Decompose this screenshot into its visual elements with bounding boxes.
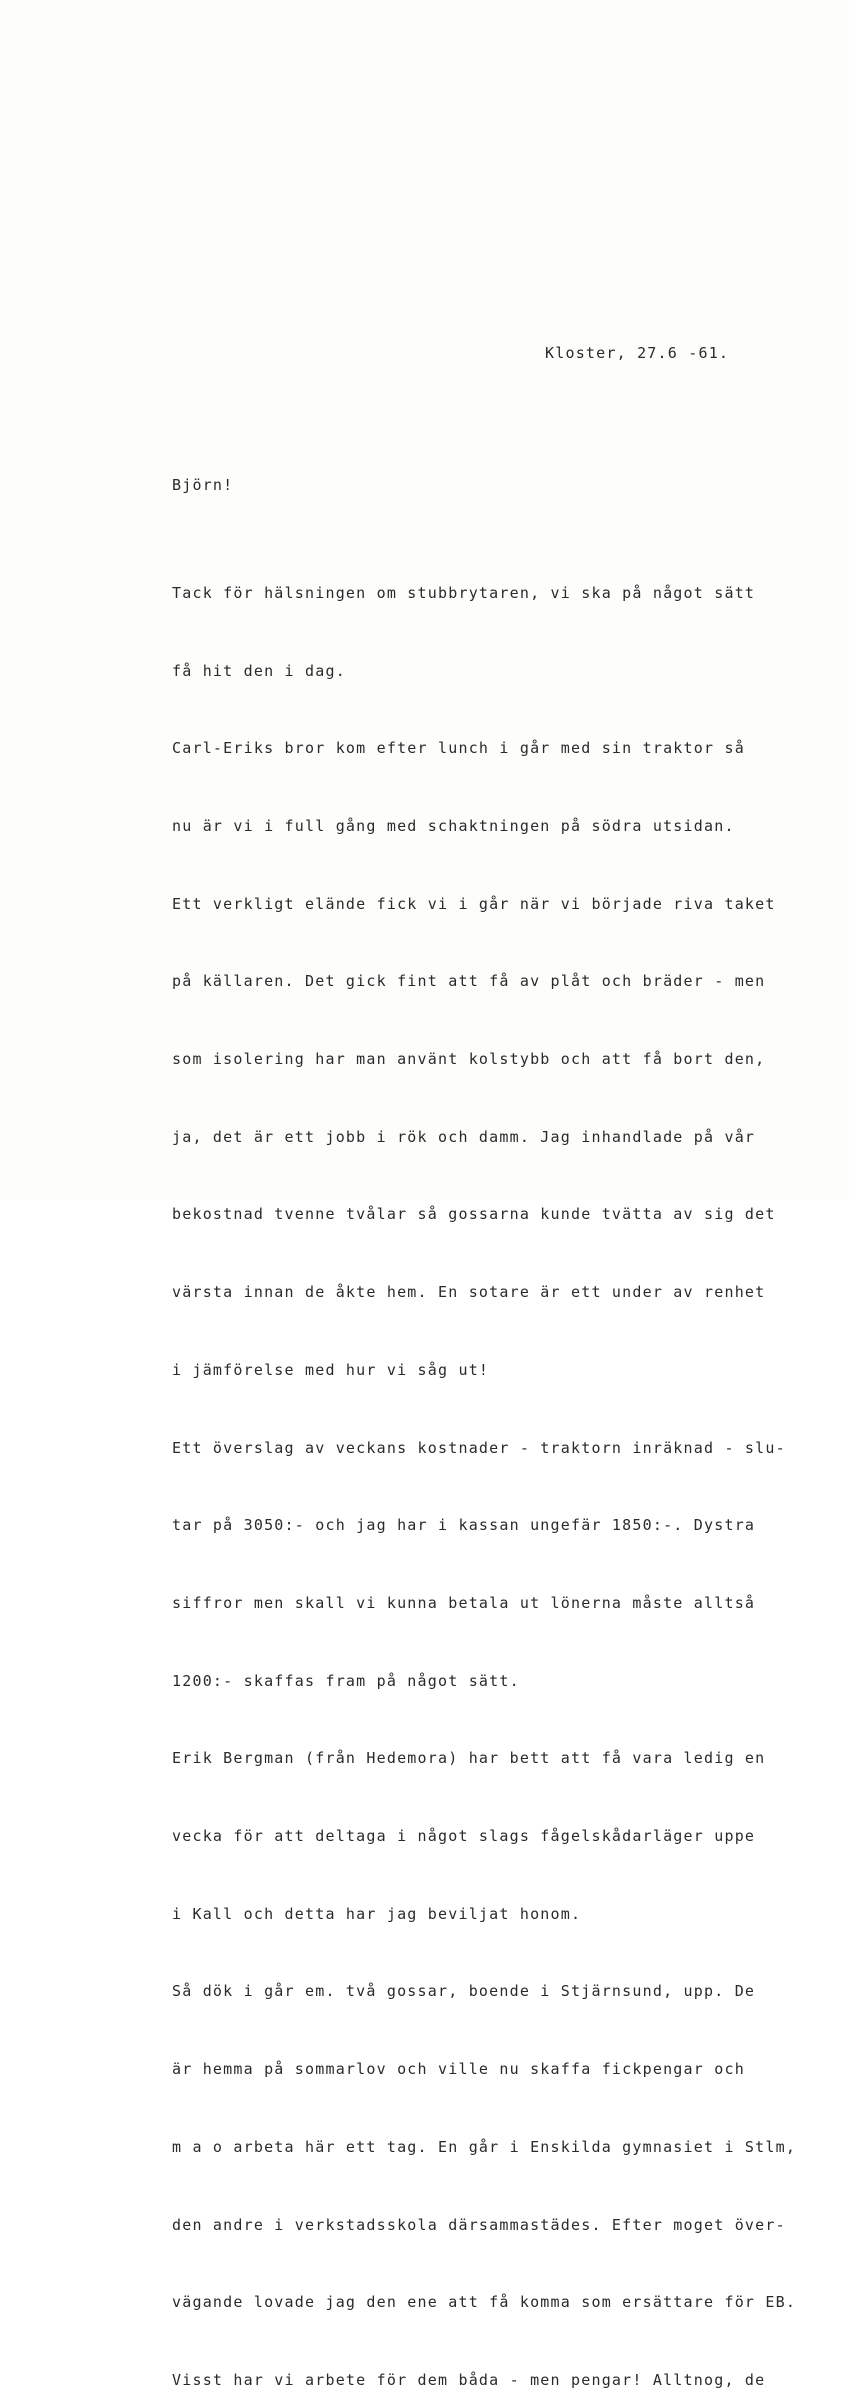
letter-body bbox=[172, 529, 796, 2400]
body-line: den andre i verkstadsskola därsammastädes. Efter moget över- bbox=[172, 2215, 786, 2234]
body-line: Ett överslag av veckans kostnader - traktorn inräknad - slu- bbox=[172, 1438, 786, 1457]
body-line: vecka för att deltaga i något slags fågelskådarläger uppe bbox=[172, 1827, 756, 1846]
body-line: värsta innan de åkte hem. En sotare är ett under av renhet bbox=[172, 1283, 766, 1302]
body-line: är hemma på sommarlov och ville nu skaffa fickpengar och bbox=[172, 2060, 745, 2079]
body-line: på källaren. Det gick fint att få av plåt och bräder - men bbox=[172, 972, 766, 991]
body-line: 1200:- skaffas fram på något sätt. bbox=[172, 1671, 520, 1690]
body-line: tar på 3050:- och jag har i kassan ungefär 1850:-. Dystra bbox=[172, 1516, 756, 1535]
body-line: ja, det är ett jobb i rök och damm. Jag inhandlade på vår bbox=[172, 1127, 756, 1146]
body-line: m a o arbeta här ett tag. En går i Enskilda gymnasiet i Stlm, bbox=[172, 2137, 797, 2156]
body-line: Tack för hälsningen om stubbrytaren, vi ska på något sätt bbox=[172, 583, 756, 602]
body-line: vägande lovade jag den ene att få komma som ersättare för EB. bbox=[172, 2293, 797, 2312]
salutation: Björn! bbox=[172, 476, 234, 494]
body-line: nu är vi i full gång med schaktningen på södra utsidan. bbox=[172, 816, 735, 835]
body-line: Visst har vi arbete för dem båda - men pengar! Alltnog, de bbox=[172, 2370, 766, 2389]
body-line: Erik Bergman (från Hedemora) har bett att få vara ledig en bbox=[172, 1749, 766, 1768]
body-line: i jämförelse med hur vi såg ut! bbox=[172, 1360, 490, 1379]
dateline: Kloster, 27.6 -61. bbox=[545, 344, 730, 362]
body-line: siffror men skall vi kunna betala ut lönerna måste alltså bbox=[172, 1593, 756, 1612]
body-line: Så dök i går em. två gossar, boende i Stjärnsund, upp. De bbox=[172, 1982, 756, 2001]
body-line: som isolering har man använt kolstybb och att få bort den, bbox=[172, 1050, 766, 1069]
body-line: bekostnad tvenne tvålar så gossarna kunde tvätta av sig det bbox=[172, 1205, 776, 1224]
body-line: få hit den i dag. bbox=[172, 661, 346, 680]
body-line: Ett verkligt elände fick vi i går när vi började riva taket bbox=[172, 894, 776, 913]
body-line: Carl-Eriks bror kom efter lunch i går med sin traktor så bbox=[172, 739, 745, 758]
body-line: i Kall och detta har jag beviljat honom. bbox=[172, 1904, 582, 1923]
